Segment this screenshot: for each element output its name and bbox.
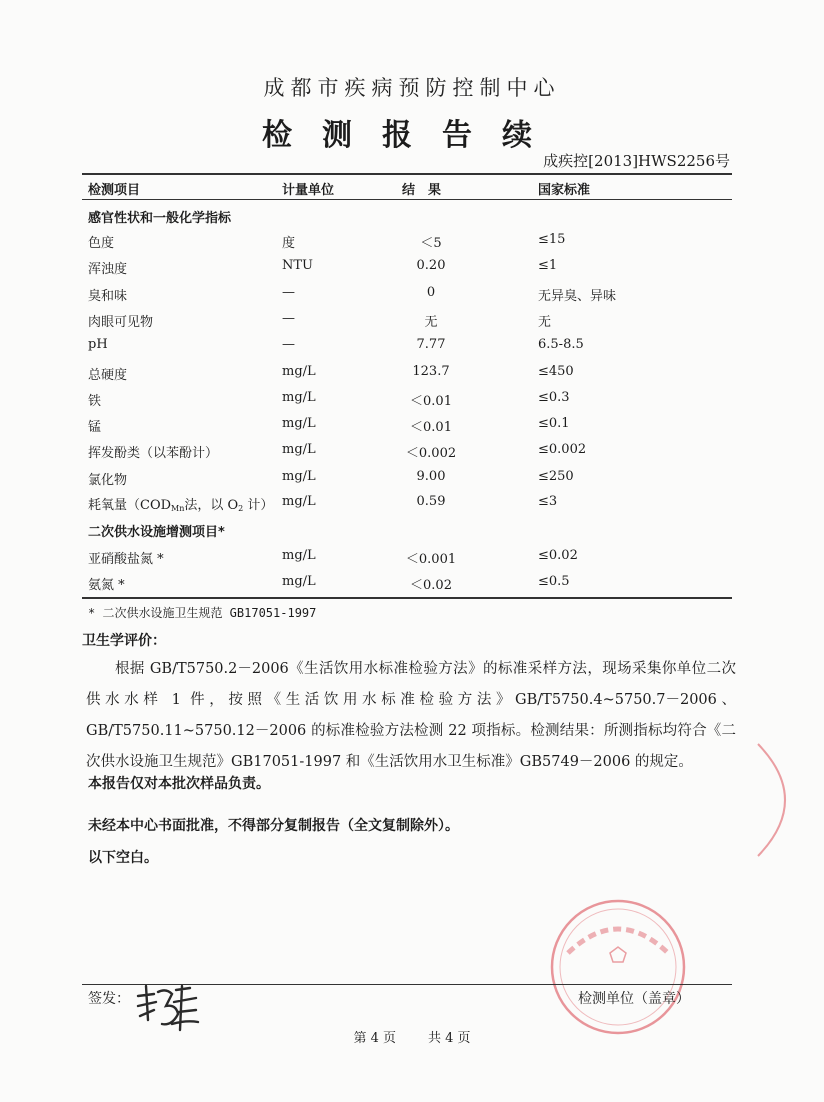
- sign-label: 签发：: [88, 991, 130, 1007]
- row-standard: ≤0.3: [538, 389, 570, 405]
- table-row: [88, 232, 728, 258]
- table-row: [88, 469, 728, 495]
- row-unit: mg/L: [282, 574, 316, 590]
- row-result: 无: [424, 314, 438, 330]
- footnote: * 二次供水设施卫生规范 GB17051-1997: [88, 606, 317, 620]
- row-unit: mg/L: [282, 468, 316, 484]
- row-unit: mg/L: [282, 363, 316, 379]
- testing-unit-label: 检测单位（盖章）: [578, 991, 690, 1007]
- row-standard: ≤0.5: [538, 574, 570, 590]
- row-unit: 度: [282, 236, 296, 251]
- row-result: ＜0.02: [410, 578, 452, 594]
- page-footer: [0, 1027, 824, 1046]
- statement-copy: 未经本中心书面批准，不得部分复制报告（全文复制除外）。: [88, 818, 459, 834]
- row-unit: —: [282, 337, 295, 353]
- table-row: [88, 494, 728, 520]
- row-item: 臭和味: [88, 288, 128, 304]
- table-row: [88, 337, 728, 363]
- row-result: 0: [426, 284, 436, 300]
- row-standard: ≤1: [538, 258, 558, 274]
- row-standard: ≤0.002: [538, 442, 587, 458]
- row-standard: 6.5-8.5: [538, 337, 584, 353]
- table-row: [88, 390, 728, 416]
- row-item: pH: [88, 337, 108, 353]
- row-item: 浑浊度: [88, 262, 128, 278]
- statement-blank: 以下空白。: [88, 850, 158, 866]
- row-result: 7.77: [416, 337, 446, 353]
- row-item: 氯化物: [88, 472, 128, 488]
- row-item: 总硬度: [88, 367, 128, 383]
- row-result: 0.20: [416, 258, 446, 274]
- table-row: [88, 442, 728, 468]
- page-total: 共 4 页: [428, 1031, 471, 1046]
- row-standard: ≤0.1: [538, 416, 570, 432]
- organization-name: 成都市疾病预防控制中心: [263, 76, 561, 100]
- row-item: 肉眼可见物: [88, 314, 154, 330]
- document-title: 检测报告续: [262, 118, 562, 153]
- table-row: [88, 548, 728, 574]
- row-item: 挥发酚类（以苯酚计）: [88, 446, 219, 462]
- table-top-rule: [82, 173, 732, 175]
- evaluation-text: 根据 GB/T5750.2－2006《生活饮用水标准检验方法》的标准采样方法，现场采集你单位二次供水水样 1 件，按照《生活饮用水标准检验方法》GB/T5750.4~5750.7－2006、GB/T5750.11~5750.12－2006 的标准检验方法检测 22 项指标。检测结果：所测指标均符合《二次供水设施卫生规范》GB17051-1997 和《生活饮用水卫生标准》GB5749－2006 的规定。: [86, 661, 736, 770]
- row-unit: mg/L: [282, 442, 316, 458]
- row-result: ＜0.001: [405, 552, 457, 567]
- table-bottom-rule: [82, 597, 732, 599]
- row-standard: ≤0.02: [538, 548, 578, 563]
- row-item: 亚硝酸盐氮 *: [88, 552, 164, 567]
- row-result: ＜0.002: [405, 446, 457, 462]
- row-standard: ≤250: [538, 468, 574, 484]
- row-unit: mg/L: [282, 494, 316, 509]
- header-result: 结 果: [402, 183, 442, 198]
- table-row: [88, 285, 728, 311]
- row-result: 123.7: [412, 363, 450, 379]
- row-item: 锰: [88, 420, 102, 436]
- section-title-sensory: 感官性状和一般化学指标: [88, 211, 232, 226]
- page-number: 第 4 页: [353, 1031, 396, 1046]
- row-item: 铁: [88, 393, 102, 409]
- header-standard: 国家标准: [538, 183, 591, 198]
- evaluation-heading: 卫生学评价：: [82, 633, 166, 649]
- statement-scope: 本报告仅对本批次样品负责。: [88, 776, 270, 792]
- row-standard: ≤450: [538, 363, 574, 379]
- seam-stamp-fragment: [748, 740, 824, 860]
- row-unit: NTU: [282, 258, 314, 274]
- row-item: 色度: [88, 236, 115, 251]
- row-item: 耗氧量（$COD_{Mn}$法，以 $O_2$ 计）: [88, 498, 274, 513]
- row-unit: —: [282, 310, 295, 326]
- evaluation-paragraph: [86, 654, 736, 778]
- header-item: 检测项目: [88, 183, 141, 198]
- table-row: [88, 416, 728, 442]
- row-standard: 无异臭、异味: [538, 288, 617, 304]
- row-result: ＜0.01: [410, 393, 452, 409]
- row-result: 0.59: [416, 494, 446, 509]
- header-unit: 计量单位: [282, 183, 335, 198]
- table-row: [88, 311, 728, 337]
- row-unit: mg/L: [282, 416, 316, 432]
- row-item: 氨氮 *: [88, 578, 125, 594]
- row-result: ＜5: [420, 236, 442, 251]
- table-header-rule: [82, 199, 732, 200]
- row-standard: ≤3: [538, 494, 558, 509]
- row-unit: mg/L: [282, 548, 316, 563]
- row-result: 9.00: [416, 468, 446, 484]
- row-unit: mg/L: [282, 389, 316, 405]
- table-row: [88, 364, 728, 390]
- row-result: ＜0.01: [410, 420, 452, 436]
- report-number: 成疾控[2013]HWS2256号: [543, 152, 730, 170]
- section-title-secondary: 二次供水设施增测项目*: [88, 525, 225, 540]
- table-row: [88, 258, 728, 284]
- row-standard: 无: [538, 314, 552, 330]
- official-stamp: [540, 895, 700, 1035]
- row-unit: —: [282, 284, 295, 300]
- row-standard: ≤15: [538, 232, 566, 247]
